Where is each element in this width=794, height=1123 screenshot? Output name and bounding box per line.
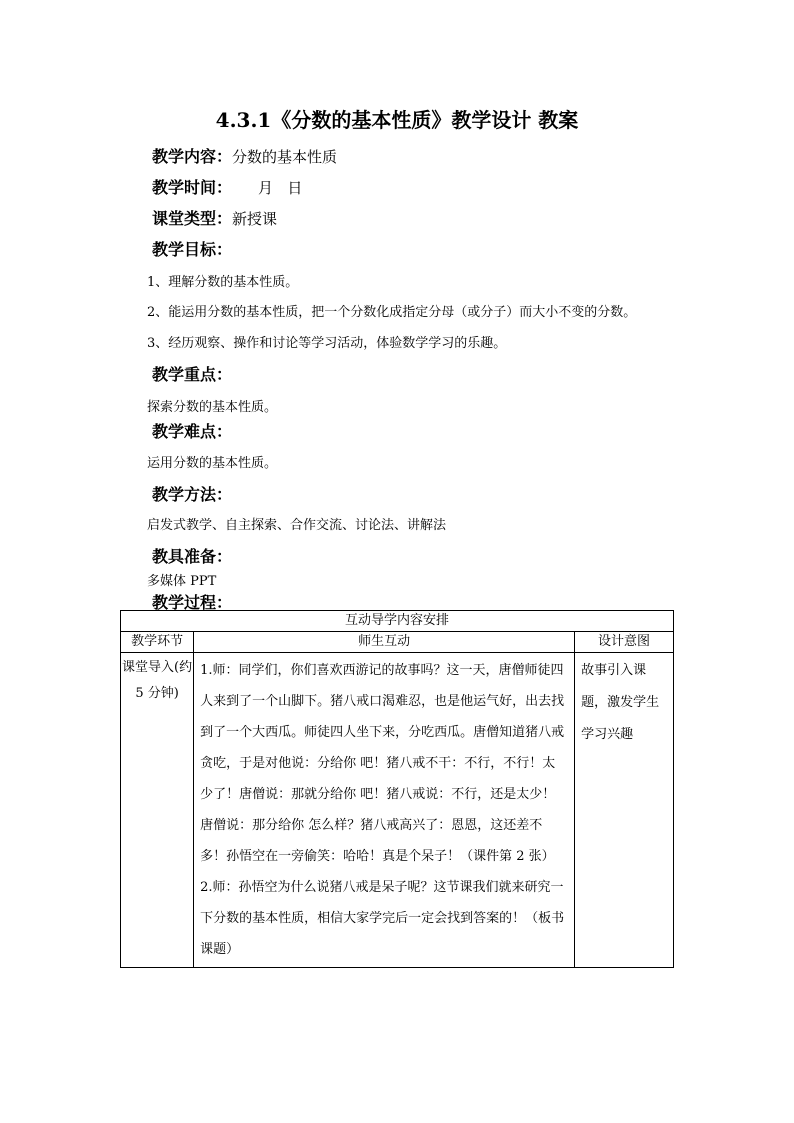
tools-heading: 教具准备： (152, 547, 233, 566)
stage-text: 课堂导入(约 5 分钟) (122, 660, 193, 701)
goal-item-2: 2、能运用分数的基本性质，把一个分数化成指定分母（或分子）而大小不变的分数。 (147, 305, 637, 320)
header-stage: 教学环节 (121, 632, 194, 653)
process-heading: 教学过程： (152, 593, 233, 612)
goals-heading: 教学目标： (152, 240, 233, 259)
meta-type: 课堂类型：新授课 (152, 209, 278, 228)
interaction-paragraph-1: 1.师：同学们，你们喜欢西游记的故事吗？这一天，唐僧师徒四人来到了一个山脚下。猪八戒口渴难忍，也是他运气好，出去找到了一个大西瓜。师徒四人坐下来，分吃西瓜。唐僧知道猪八戒贪吃，于是对他说：分给你 吧！猪八戒不干：不行，不行！太少了！唐僧说：那就分给你 吧！猪八戒说：不行，还是太少！唐僧说：那分给你 怎么样？猪八戒高兴了：恩恩，这还差不多！孙悟空在一旁偷笑：哈哈！真是个呆子！（课件第 2 张） (200, 663, 565, 864)
stage-cell (121, 653, 194, 968)
table-caption: 互动导学内容安排 (121, 611, 674, 632)
time-label: 教学时间 (152, 178, 217, 197)
time-value: 月 日 (258, 179, 303, 197)
method-text: 启发式教学、自主探索、合作交流、讨论法、讲解法 (147, 518, 447, 533)
tools-text: 多媒体 PPT (147, 574, 217, 589)
interaction-paragraph-2: 2.师：孙悟空为什么说猪八戒是呆子呢？这节课我们就来研究一下分数的基本性质，相信大家学完后一定会找到答案的！（板书课题） (200, 880, 565, 957)
meta-time: 教学时间： 月 日 (152, 178, 303, 197)
difficulty-text: 运用分数的基本性质。 (147, 456, 278, 471)
page-title: 4.3.1《分数的基本性质》教学设计 教案 (215, 108, 579, 132)
goal-item-1: 1、理解分数的基本性质。 (147, 275, 299, 290)
content-label: 教学内容 (152, 147, 217, 166)
intent-text: 故事引入课题，激发学生学习兴趣 (581, 663, 660, 742)
method-heading: 教学方法： (152, 485, 233, 504)
header-interaction: 师生互动 (194, 632, 575, 653)
intent-cell (575, 653, 674, 968)
content-value: 分数的基本性质 (232, 148, 338, 166)
table-row (121, 653, 674, 968)
difficulty-heading: 教学难点： (152, 422, 233, 441)
meta-content: 教学内容：分数的基本性质 (152, 147, 338, 166)
header-intent: 设计意图 (575, 632, 674, 653)
interaction-cell (194, 653, 575, 968)
type-value: 新授课 (232, 210, 278, 228)
focus-text: 探索分数的基本性质。 (147, 400, 278, 415)
process-table (120, 610, 674, 968)
goal-item-3: 3、经历观察、操作和讨论等学习活动，体验数学学习的乐趣。 (147, 336, 507, 351)
focus-heading: 教学重点： (152, 365, 233, 384)
type-label: 课堂类型 (152, 209, 217, 228)
